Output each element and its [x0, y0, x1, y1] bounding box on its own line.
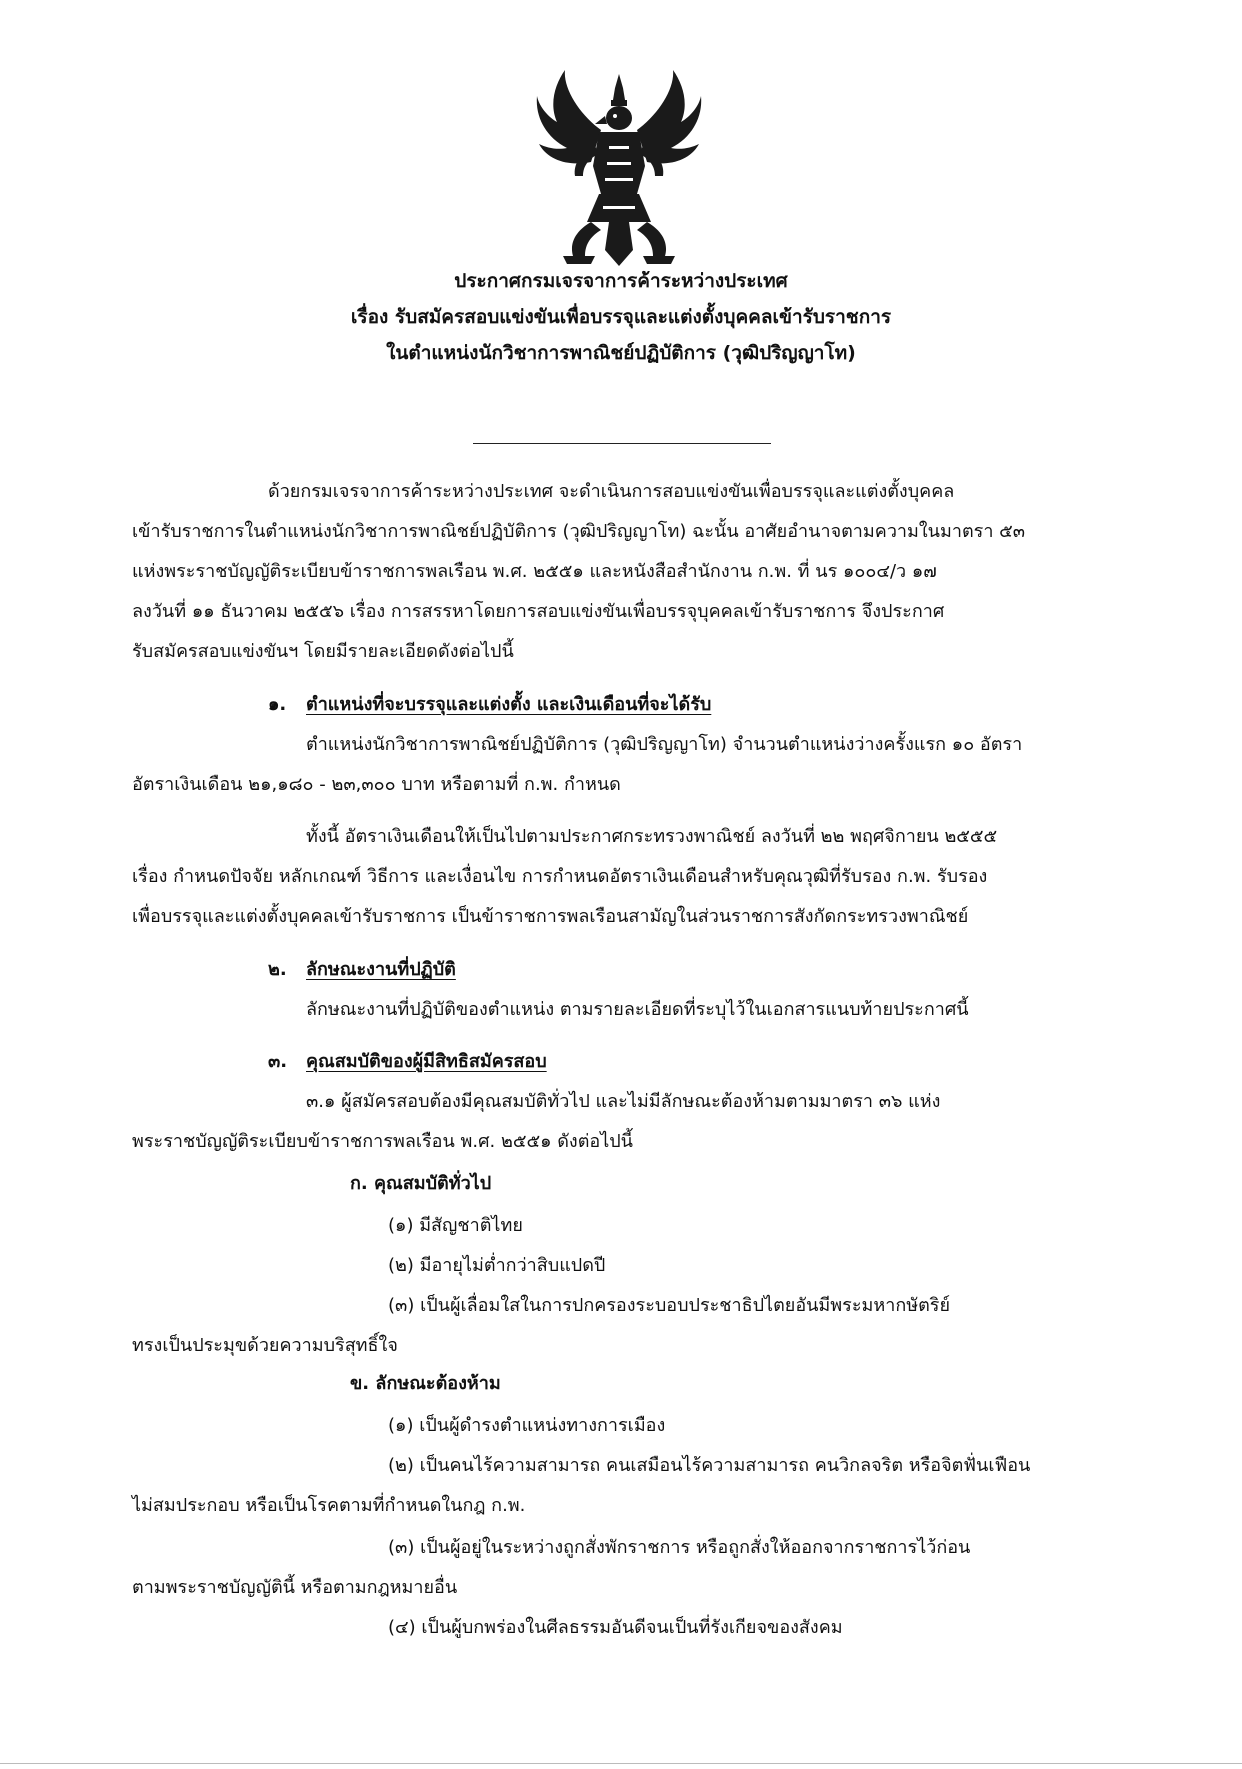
announcement-title: ประกาศกรมเจรจาการค้าระหว่างประเทศ [454, 270, 788, 292]
list-item-continued: ตามพระราชบัญญัตินี้ หรือตามกฎหมายอื่น [132, 1577, 458, 1598]
list-item-continued: ไม่สมประกอบ หรือเป็นโรคตามที่กำหนดในกฎ ก.พ. [132, 1495, 526, 1516]
general-qualifications-heading: ก. คุณสมบัติทั่วไป [350, 1173, 492, 1194]
section-1-body: อัตราเงินเดือน ๒๑,๑๘๐ - ๒๓,๓๐๐ บาท หรือตามที่ ก.พ. กำหนด [132, 774, 621, 795]
list-item: (๓) เป็นผู้เลื่อมใสในการปกครองระบอบประชาธิปไตยอันมีพระมหากษัตริย์ [388, 1295, 951, 1316]
page-edge [0, 1763, 1242, 1764]
section-number: ๒. [268, 959, 287, 980]
announcement-subject: เรื่อง รับสมัครสอบแข่งขันเพื่อบรรจุและแต่งตั้งบุคคลเข้ารับราชการ [350, 306, 892, 328]
list-item: (๔) เป็นผู้บกพร่องในศีลธรรมอันดีจนเป็นที่รังเกียจของสังคม [388, 1617, 843, 1638]
section-1-note: เรื่อง กำหนดปัจจัย หลักเกณฑ์ วิธีการ และเงื่อนไข การกำหนดอัตราเงินเดือนสำหรับคุณวุฒิที่รับรอง ก.พ. รับรอง [132, 866, 988, 887]
section-number: ๓. [268, 1051, 288, 1072]
section-1-note: ทั้งนี้ อัตราเงินเดือนให้เป็นไปตามประกาศกระทรวงพาณิชย์ ลงวันที่ ๒๒ พฤศจิกายน ๒๕๕๕ [306, 826, 998, 847]
section-number: ๑. [268, 694, 287, 715]
section-2-heading [268, 957, 456, 983]
list-item: (๒) เป็นคนไร้ความสามารถ คนเสมือนไร้ความสามารถ คนวิกลจริต หรือจิตฟั่นเฟือน [388, 1455, 1031, 1476]
intro-line: ด้วยกรมเจรจาการค้าระหว่างประเทศ จะดำเนินการสอบแข่งขันเพื่อบรรจุและแต่งตั้งบุคคล [268, 481, 955, 502]
list-item: (๓) เป็นผู้อยู่ในระหว่างถูกสั่งพักราชการ หรือถูกสั่งให้ออกจากราชการไว้ก่อน [388, 1537, 971, 1558]
section-title: ลักษณะงานที่ปฏิบัติ [306, 959, 456, 980]
list-item-continued: ทรงเป็นประมุขด้วยความบริสุทธิ์ใจ [132, 1335, 398, 1356]
section-1-heading [268, 692, 711, 718]
intro-line: ลงวันที่ ๑๑ ธันวาคม ๒๕๕๖ เรื่อง การสรรหาโดยการสอบแข่งขันเพื่อบรรจุบุคคลเข้ารับราชการ จึงประกาศ [132, 601, 945, 622]
list-item: (๑) มีสัญชาติไทย [388, 1215, 523, 1236]
intro-line: รับสมัครสอบแข่งขันฯ โดยมีรายละเอียดดังต่อไปนี้ [132, 641, 514, 662]
section-3-intro: ๓.๑ ผู้สมัครสอบต้องมีคุณสมบัติทั่วไป และไม่มีลักษณะต้องห้ามตามมาตรา ๓๖ แห่ง [306, 1091, 941, 1112]
section-2-body: ลักษณะงานที่ปฏิบัติของตำแหน่ง ตามรายละเอียดที่ระบุไว้ในเอกสารแนบท้ายประกาศนี้ [306, 999, 969, 1020]
section-1-body: ตำแหน่งนักวิชาการพาณิชย์ปฏิบัติการ (วุฒิปริญญาโท) จำนวนตำแหน่งว่างครั้งแรก ๑๐ อัตรา [306, 734, 1023, 755]
list-item: (๒) มีอายุไม่ต่ำกว่าสิบแปดปี [388, 1255, 606, 1276]
list-item: (๑) เป็นผู้ดำรงตำแหน่งทางการเมือง [388, 1415, 666, 1436]
section-3-heading [268, 1049, 547, 1075]
prohibited-heading: ข. ลักษณะต้องห้าม [350, 1373, 501, 1394]
intro-line: เข้ารับราชการในตำแหน่งนักวิชาการพาณิชย์ปฏิบัติการ (วุฒิปริญญาโท) ฉะนั้น อาศัยอำนาจตามความในมาตรา ๕๓ [132, 521, 1026, 542]
section-3-intro: พระราชบัญญัติระเบียบข้าราชการพลเรือน พ.ศ. ๒๕๕๑ ดังต่อไปนี้ [132, 1131, 633, 1152]
title-divider [473, 443, 771, 444]
announcement-position: ในตำแหน่งนักวิชาการพาณิชย์ปฏิบัติการ (วุฒิปริญญาโท) [386, 342, 856, 364]
intro-line: แห่งพระราชบัญญัติระเบียบข้าราชการพลเรือน พ.ศ. ๒๕๕๑ และหนังสือสำนักงาน ก.พ. ที่ นร ๑๐๐๔/ว ๑๗ [132, 561, 937, 582]
section-title: คุณสมบัติของผู้มีสิทธิสมัครสอบ [306, 1051, 547, 1072]
section-1-note: เพื่อบรรจุและแต่งตั้งบุคคลเข้ารับราชการ เป็นข้าราชการพลเรือนสามัญในส่วนราชการสังกัดกระทรวงพาณิชย์ [132, 906, 969, 927]
section-title: ตำแหน่งที่จะบรรจุและแต่งตั้ง และเงินเดือนที่จะได้รับ [306, 694, 712, 715]
garuda-emblem-icon [529, 66, 709, 272]
